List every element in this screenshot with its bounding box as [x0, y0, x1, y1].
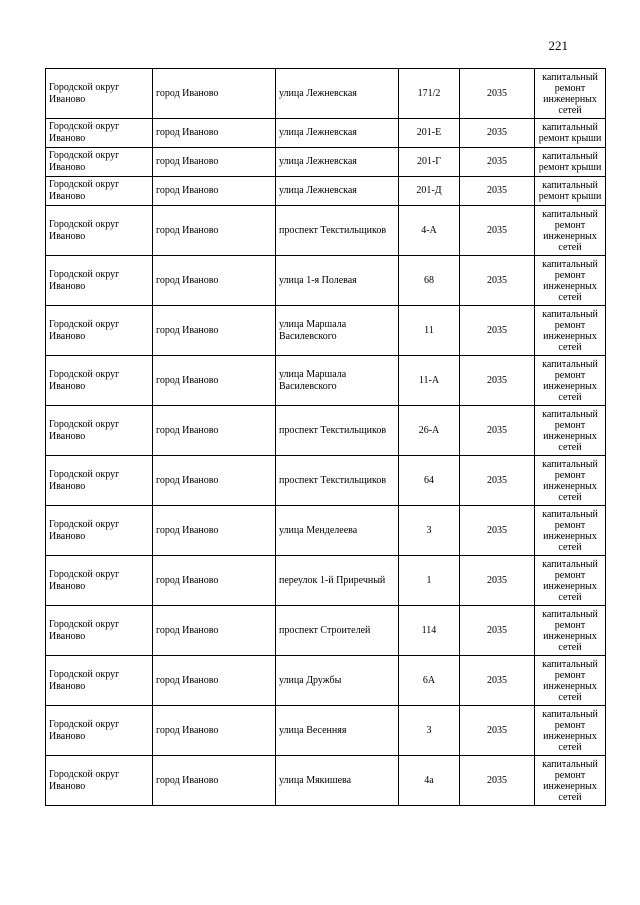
- work-type-cell: капитальный ремонт инженерных сетей: [535, 706, 606, 756]
- work-type-cell: капитальный ремонт инженерных сетей: [535, 506, 606, 556]
- work-type-cell: капитальный ремонт инженерных сетей: [535, 606, 606, 656]
- city-cell: город Иваново: [153, 69, 276, 119]
- street-cell: улица Лежневская: [276, 148, 399, 177]
- city-cell: город Иваново: [153, 456, 276, 506]
- house-number-cell: 68: [399, 256, 460, 306]
- okrug-cell: Городской округ Иваново: [46, 206, 153, 256]
- house-number-cell: 4а: [399, 756, 460, 806]
- year-cell: 2035: [460, 456, 535, 506]
- work-type-cell: капитальный ремонт крыши: [535, 177, 606, 206]
- okrug-cell: Городской округ Иваново: [46, 119, 153, 148]
- work-type-cell: капитальный ремонт инженерных сетей: [535, 356, 606, 406]
- city-cell: город Иваново: [153, 306, 276, 356]
- street-cell: переулок 1-й Приречный: [276, 556, 399, 606]
- house-number-cell: 64: [399, 456, 460, 506]
- house-number-cell: 3: [399, 506, 460, 556]
- year-cell: 2035: [460, 69, 535, 119]
- work-type-cell: капитальный ремонт инженерных сетей: [535, 656, 606, 706]
- street-cell: проспект Строителей: [276, 606, 399, 656]
- house-number-cell: 201-Е: [399, 119, 460, 148]
- house-number-cell: 26-А: [399, 406, 460, 456]
- house-number-cell: 4-А: [399, 206, 460, 256]
- year-cell: 2035: [460, 119, 535, 148]
- okrug-cell: Городской округ Иваново: [46, 356, 153, 406]
- table-row: [46, 456, 606, 506]
- house-number-cell: 201-Д: [399, 177, 460, 206]
- okrug-cell: Городской округ Иваново: [46, 606, 153, 656]
- okrug-cell: Городской округ Иваново: [46, 656, 153, 706]
- okrug-cell: Городской округ Иваново: [46, 69, 153, 119]
- house-number-cell: 11: [399, 306, 460, 356]
- table-row: [46, 506, 606, 556]
- house-number-cell: 114: [399, 606, 460, 656]
- house-number-cell: 11-А: [399, 356, 460, 406]
- city-cell: город Иваново: [153, 148, 276, 177]
- street-cell: улица Мякишева: [276, 756, 399, 806]
- year-cell: 2035: [460, 656, 535, 706]
- work-type-cell: капитальный ремонт инженерных сетей: [535, 456, 606, 506]
- city-cell: город Иваново: [153, 406, 276, 456]
- okrug-cell: Городской округ Иваново: [46, 506, 153, 556]
- house-number-cell: 201-Г: [399, 148, 460, 177]
- okrug-cell: Городской округ Иваново: [46, 177, 153, 206]
- table-row: [46, 256, 606, 306]
- city-cell: город Иваново: [153, 119, 276, 148]
- street-cell: улица Лежневская: [276, 69, 399, 119]
- year-cell: 2035: [460, 148, 535, 177]
- okrug-cell: Городской округ Иваново: [46, 456, 153, 506]
- street-cell: проспект Текстильщиков: [276, 406, 399, 456]
- work-type-cell: капитальный ремонт инженерных сетей: [535, 69, 606, 119]
- year-cell: 2035: [460, 356, 535, 406]
- street-cell: улица Лежневская: [276, 177, 399, 206]
- city-cell: город Иваново: [153, 756, 276, 806]
- table-row: [46, 756, 606, 806]
- street-cell: улица Лежневская: [276, 119, 399, 148]
- work-type-cell: капитальный ремонт инженерных сетей: [535, 756, 606, 806]
- year-cell: 2035: [460, 556, 535, 606]
- street-cell: улица Маршала Василевского: [276, 306, 399, 356]
- house-number-cell: 171/2: [399, 69, 460, 119]
- table-row: [46, 556, 606, 606]
- year-cell: 2035: [460, 256, 535, 306]
- work-type-cell: капитальный ремонт инженерных сетей: [535, 256, 606, 306]
- year-cell: 2035: [460, 206, 535, 256]
- street-cell: улица 1-я Полевая: [276, 256, 399, 306]
- page-number: 221: [548, 38, 568, 53]
- work-type-cell: капитальный ремонт крыши: [535, 148, 606, 177]
- work-type-cell: капитальный ремонт крыши: [535, 119, 606, 148]
- repair-schedule-table: [45, 68, 606, 806]
- work-type-cell: капитальный ремонт инженерных сетей: [535, 206, 606, 256]
- okrug-cell: Городской округ Иваново: [46, 306, 153, 356]
- street-cell: улица Дружбы: [276, 656, 399, 706]
- year-cell: 2035: [460, 756, 535, 806]
- table-row: [46, 119, 606, 148]
- work-type-cell: капитальный ремонт инженерных сетей: [535, 406, 606, 456]
- street-cell: проспект Текстильщиков: [276, 206, 399, 256]
- table-row: [46, 69, 606, 119]
- table-row: [46, 148, 606, 177]
- table-row: [46, 177, 606, 206]
- year-cell: 2035: [460, 706, 535, 756]
- okrug-cell: Городской округ Иваново: [46, 556, 153, 606]
- year-cell: 2035: [460, 406, 535, 456]
- okrug-cell: Городской округ Иваново: [46, 148, 153, 177]
- year-cell: 2035: [460, 177, 535, 206]
- work-type-cell: капитальный ремонт инженерных сетей: [535, 306, 606, 356]
- okrug-cell: Городской округ Иваново: [46, 406, 153, 456]
- okrug-cell: Городской округ Иваново: [46, 256, 153, 306]
- table-row: [46, 406, 606, 456]
- house-number-cell: 3: [399, 706, 460, 756]
- table-row: [46, 306, 606, 356]
- table-row: [46, 606, 606, 656]
- table-row: [46, 206, 606, 256]
- city-cell: город Иваново: [153, 606, 276, 656]
- okrug-cell: Городской округ Иваново: [46, 706, 153, 756]
- street-cell: улица Менделеева: [276, 506, 399, 556]
- city-cell: город Иваново: [153, 506, 276, 556]
- city-cell: город Иваново: [153, 556, 276, 606]
- city-cell: город Иваново: [153, 177, 276, 206]
- year-cell: 2035: [460, 606, 535, 656]
- table-row: [46, 656, 606, 706]
- table-row: [46, 706, 606, 756]
- house-number-cell: 1: [399, 556, 460, 606]
- year-cell: 2035: [460, 506, 535, 556]
- street-cell: улица Маршала Василевского: [276, 356, 399, 406]
- city-cell: город Иваново: [153, 256, 276, 306]
- okrug-cell: Городской округ Иваново: [46, 756, 153, 806]
- street-cell: улица Весенняя: [276, 706, 399, 756]
- year-cell: 2035: [460, 306, 535, 356]
- work-type-cell: капитальный ремонт инженерных сетей: [535, 556, 606, 606]
- city-cell: город Иваново: [153, 356, 276, 406]
- table-row: [46, 356, 606, 406]
- city-cell: город Иваново: [153, 206, 276, 256]
- city-cell: город Иваново: [153, 656, 276, 706]
- city-cell: город Иваново: [153, 706, 276, 756]
- house-number-cell: 6А: [399, 656, 460, 706]
- street-cell: проспект Текстильщиков: [276, 456, 399, 506]
